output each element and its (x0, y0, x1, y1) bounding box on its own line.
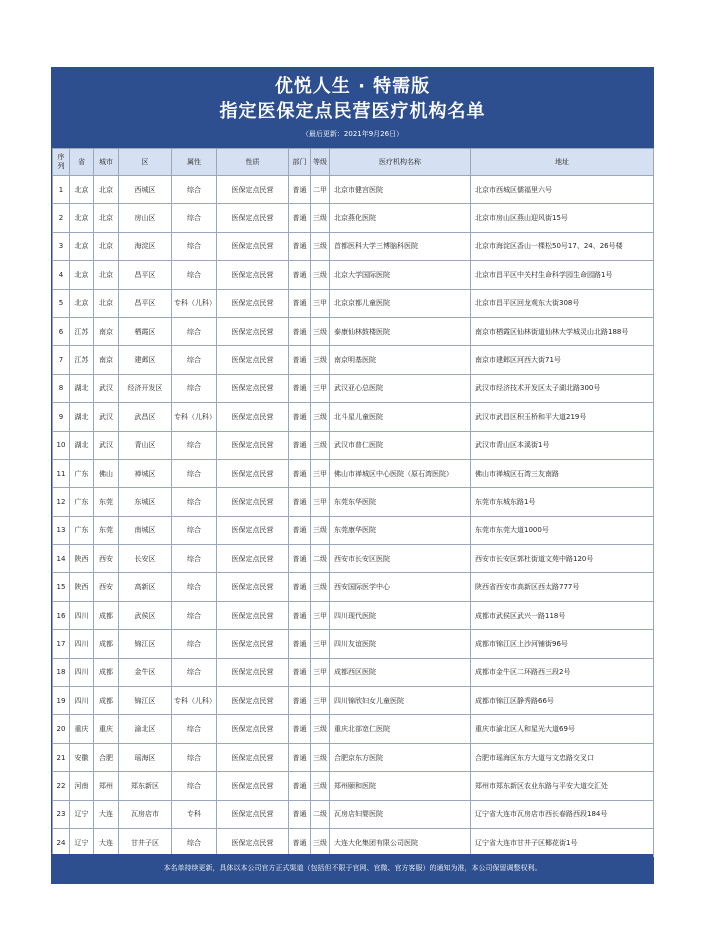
table-row (53, 346, 654, 374)
cell-hospital-name: 北京京都儿童医院 (330, 289, 471, 317)
cell-address: 南京市建邺区河西大街71号 (471, 346, 654, 374)
table-row (53, 658, 654, 686)
cell-province: 四川 (70, 601, 94, 629)
cell-hospital-name: 东莞康华医院 (330, 516, 471, 544)
cell-department: 普通 (289, 601, 311, 629)
cell-seq: 23 (53, 800, 70, 828)
cell-level: 三甲 (311, 658, 330, 686)
cell-address: 北京市海淀区香山一棵松50号17、24、26号楼 (471, 232, 654, 260)
cell-address: 北京市昌平区中关村生命科学园生命园路1号 (471, 261, 654, 289)
col-header-level: 等级 (311, 149, 330, 176)
cell-address: 重庆市渝北区人和星光大道69号 (471, 715, 654, 743)
hospital-list-sheet (51, 67, 654, 884)
cell-district: 锦江区 (119, 630, 172, 658)
cell-district: 锦江区 (119, 687, 172, 715)
cell-level: 二级 (311, 545, 330, 573)
cell-level: 三级 (311, 828, 330, 856)
cell-seq: 8 (53, 374, 70, 402)
cell-seq: 21 (53, 743, 70, 771)
cell-department: 普通 (289, 289, 311, 317)
cell-hospital-name: 瓦房店妇婴医院 (330, 800, 471, 828)
cell-hospital-name: 南京明基医院 (330, 346, 471, 374)
cell-hospital-name: 西安国际医学中心 (330, 573, 471, 601)
cell-attribute: 综合 (172, 261, 217, 289)
cell-hospital-name: 泰康仙林鼓楼医院 (330, 317, 471, 345)
cell-hospital-name: 东莞东华医院 (330, 488, 471, 516)
cell-department: 普通 (289, 800, 311, 828)
cell-province: 北京 (70, 261, 94, 289)
cell-province: 湖北 (70, 431, 94, 459)
cell-province: 重庆 (70, 715, 94, 743)
cell-nature: 医保定点民营 (217, 403, 289, 431)
cell-hospital-name: 北京市健宫医院 (330, 176, 471, 204)
cell-address: 成都市武侯区武兴一路118号 (471, 601, 654, 629)
cell-district: 昌平区 (119, 289, 172, 317)
cell-attribute: 综合 (172, 488, 217, 516)
table-row (53, 459, 654, 487)
cell-district: 青山区 (119, 431, 172, 459)
cell-city: 合肥 (94, 743, 119, 771)
cell-district: 昌平区 (119, 261, 172, 289)
cell-nature: 医保定点民营 (217, 715, 289, 743)
cell-district: 武侯区 (119, 601, 172, 629)
cell-level: 三甲 (311, 289, 330, 317)
table-row (53, 545, 654, 573)
cell-seq: 4 (53, 261, 70, 289)
cell-hospital-name: 成都西区医院 (330, 658, 471, 686)
table-row (53, 516, 654, 544)
cell-department: 普通 (289, 346, 311, 374)
cell-nature: 医保定点民营 (217, 573, 289, 601)
cell-hospital-name: 四川现代医院 (330, 601, 471, 629)
cell-nature: 医保定点民营 (217, 630, 289, 658)
cell-attribute: 综合 (172, 204, 217, 232)
cell-city: 佛山 (94, 459, 119, 487)
cell-address: 佛山市禅城区石湾三友南路 (471, 459, 654, 487)
cell-attribute: 专科（儿科） (172, 289, 217, 317)
cell-level: 三级 (311, 261, 330, 289)
cell-hospital-name: 大连大化集团有限公司医院 (330, 828, 471, 856)
cell-seq: 3 (53, 232, 70, 260)
cell-address: 南京市栖霞区仙林街道仙林大学城灵山北路188号 (471, 317, 654, 345)
cell-city: 东莞 (94, 488, 119, 516)
cell-province: 辽宁 (70, 800, 94, 828)
cell-address: 武汉市经济技术开发区太子湖北路300号 (471, 374, 654, 402)
cell-level: 三级 (311, 715, 330, 743)
cell-seq: 14 (53, 545, 70, 573)
cell-city: 南京 (94, 317, 119, 345)
cell-nature: 医保定点民营 (217, 459, 289, 487)
cell-seq: 9 (53, 403, 70, 431)
cell-department: 普通 (289, 403, 311, 431)
cell-nature: 医保定点民营 (217, 317, 289, 345)
cell-attribute: 综合 (172, 516, 217, 544)
cell-district: 瑶海区 (119, 743, 172, 771)
cell-level: 三级 (311, 516, 330, 544)
cell-department: 普通 (289, 573, 311, 601)
cell-province: 四川 (70, 687, 94, 715)
table-row (53, 715, 654, 743)
product-title: 优悦人生 · 特需版 (274, 76, 431, 97)
cell-city: 南京 (94, 346, 119, 374)
cell-address: 合肥市瑶海区东方大道与文忠路交叉口 (471, 743, 654, 771)
cell-city: 北京 (94, 232, 119, 260)
cell-city: 东莞 (94, 516, 119, 544)
cell-province: 安徽 (70, 743, 94, 771)
cell-hospital-name: 北京燕化医院 (330, 204, 471, 232)
table-header-row (53, 149, 654, 176)
cell-attribute: 综合 (172, 431, 217, 459)
cell-nature: 医保定点民营 (217, 516, 289, 544)
cell-district: 郑东新区 (119, 772, 172, 800)
table-row (53, 403, 654, 431)
cell-province: 陕西 (70, 573, 94, 601)
cell-address: 辽宁省大连市瓦房店市西长春路西段184号 (471, 800, 654, 828)
table-row (53, 204, 654, 232)
cell-seq: 1 (53, 176, 70, 204)
cell-seq: 18 (53, 658, 70, 686)
cell-department: 普通 (289, 715, 311, 743)
cell-attribute: 综合 (172, 317, 217, 345)
cell-attribute: 专科（儿科） (172, 687, 217, 715)
cell-nature: 医保定点民营 (217, 374, 289, 402)
cell-seq: 22 (53, 772, 70, 800)
cell-district: 经济开发区 (119, 374, 172, 402)
cell-city: 北京 (94, 204, 119, 232)
cell-level: 三级 (311, 403, 330, 431)
cell-seq: 16 (53, 601, 70, 629)
cell-attribute: 综合 (172, 658, 217, 686)
cell-address: 武汉市武昌区积玉桥和平大道219号 (471, 403, 654, 431)
cell-hospital-name: 武汉亚心总医院 (330, 374, 471, 402)
cell-province: 广东 (70, 516, 94, 544)
cell-attribute: 综合 (172, 176, 217, 204)
table-row (53, 261, 654, 289)
cell-department: 普通 (289, 488, 311, 516)
cell-province: 北京 (70, 232, 94, 260)
cell-level: 三级 (311, 346, 330, 374)
cell-district: 武昌区 (119, 403, 172, 431)
cell-province: 湖北 (70, 374, 94, 402)
cell-hospital-name: 重庆北部宽仁医院 (330, 715, 471, 743)
cell-department: 普通 (289, 374, 311, 402)
cell-level: 三甲 (311, 630, 330, 658)
cell-city: 大连 (94, 828, 119, 856)
cell-attribute: 专科（儿科） (172, 403, 217, 431)
cell-seq: 17 (53, 630, 70, 658)
cell-city: 重庆 (94, 715, 119, 743)
cell-nature: 医保定点民营 (217, 601, 289, 629)
cell-seq: 2 (53, 204, 70, 232)
cell-city: 西安 (94, 573, 119, 601)
cell-department: 普通 (289, 545, 311, 573)
cell-level: 三甲 (311, 374, 330, 402)
cell-department: 普通 (289, 630, 311, 658)
cell-seq: 19 (53, 687, 70, 715)
hospital-table (52, 148, 654, 857)
cell-address: 成都市锦江区静秀路66号 (471, 687, 654, 715)
cell-seq: 12 (53, 488, 70, 516)
cell-district: 金牛区 (119, 658, 172, 686)
cell-level: 三级 (311, 317, 330, 345)
last-updated: （最后更新：2021年9月26日） (301, 130, 404, 138)
cell-district: 栖霞区 (119, 317, 172, 345)
cell-city: 西安 (94, 545, 119, 573)
cell-nature: 医保定点民营 (217, 772, 289, 800)
col-header-department: 部门 (289, 149, 311, 176)
cell-hospital-name: 佛山市禅城区中心医院（原石湾医院） (330, 459, 471, 487)
col-header-seq: 序列 (53, 149, 70, 176)
cell-level: 三甲 (311, 687, 330, 715)
cell-address: 成都市金牛区二环路西三段2号 (471, 658, 654, 686)
cell-attribute: 专科 (172, 800, 217, 828)
cell-address: 北京市房山区燕山迎风街15号 (471, 204, 654, 232)
cell-department: 普通 (289, 176, 311, 204)
cell-city: 武汉 (94, 403, 119, 431)
cell-department: 普通 (289, 459, 311, 487)
cell-address: 北京市昌平区回龙观东大街308号 (471, 289, 654, 317)
cell-province: 广东 (70, 488, 94, 516)
cell-department: 普通 (289, 772, 311, 800)
cell-department: 普通 (289, 743, 311, 771)
cell-department: 普通 (289, 204, 311, 232)
cell-attribute: 综合 (172, 573, 217, 601)
cell-address: 东莞市东城东路1号 (471, 488, 654, 516)
cell-nature: 医保定点民营 (217, 176, 289, 204)
cell-attribute: 综合 (172, 545, 217, 573)
cell-hospital-name: 四川友谊医院 (330, 630, 471, 658)
table-row (53, 828, 654, 856)
cell-nature: 医保定点民营 (217, 800, 289, 828)
cell-address: 东莞市东莞大道1000号 (471, 516, 654, 544)
table-row (53, 431, 654, 459)
cell-hospital-name: 北京大学国际医院 (330, 261, 471, 289)
table-row (53, 800, 654, 828)
cell-seq: 6 (53, 317, 70, 345)
cell-district: 建邺区 (119, 346, 172, 374)
cell-nature: 医保定点民营 (217, 687, 289, 715)
table-row (53, 232, 654, 260)
cell-city: 北京 (94, 176, 119, 204)
cell-nature: 医保定点民营 (217, 204, 289, 232)
cell-attribute: 综合 (172, 715, 217, 743)
cell-nature: 医保定点民营 (217, 232, 289, 260)
cell-nature: 医保定点民营 (217, 743, 289, 771)
cell-city: 武汉 (94, 431, 119, 459)
cell-department: 普通 (289, 687, 311, 715)
cell-level: 三甲 (311, 601, 330, 629)
cell-seq: 20 (53, 715, 70, 743)
cell-seq: 5 (53, 289, 70, 317)
cell-address: 郑州市郑东新区农业东路与平安大道交汇处 (471, 772, 654, 800)
cell-city: 成都 (94, 687, 119, 715)
table-row (53, 289, 654, 317)
cell-province: 河南 (70, 772, 94, 800)
table-row (53, 176, 654, 204)
cell-province: 陕西 (70, 545, 94, 573)
cell-address: 北京市西城区儒福里六号 (471, 176, 654, 204)
cell-department: 普通 (289, 828, 311, 856)
cell-district: 海淀区 (119, 232, 172, 260)
cell-city: 北京 (94, 289, 119, 317)
cell-level: 二级 (311, 800, 330, 828)
cell-level: 三级 (311, 772, 330, 800)
col-header-district: 区 (119, 149, 172, 176)
cell-province: 广东 (70, 459, 94, 487)
cell-city: 北京 (94, 261, 119, 289)
cell-level: 三甲 (311, 488, 330, 516)
cell-hospital-name: 四川锦欣妇女儿童医院 (330, 687, 471, 715)
cell-district: 东城区 (119, 488, 172, 516)
cell-city: 大连 (94, 800, 119, 828)
cell-hospital-name: 合肥京东方医院 (330, 743, 471, 771)
cell-department: 普通 (289, 232, 311, 260)
cell-attribute: 综合 (172, 374, 217, 402)
cell-hospital-name: 首都医科大学三博脑科医院 (330, 232, 471, 260)
cell-province: 四川 (70, 658, 94, 686)
cell-level: 三级 (311, 204, 330, 232)
cell-level: 三级 (311, 743, 330, 771)
table-row (53, 601, 654, 629)
cell-attribute: 综合 (172, 630, 217, 658)
cell-district: 瓦房店市 (119, 800, 172, 828)
cell-seq: 24 (53, 828, 70, 856)
cell-province: 北京 (70, 176, 94, 204)
cell-province: 四川 (70, 630, 94, 658)
cell-district: 渝北区 (119, 715, 172, 743)
cell-level: 三级 (311, 431, 330, 459)
cell-address: 辽宁省大连市甘井子区椰花街1号 (471, 828, 654, 856)
cell-district: 甘井子区 (119, 828, 172, 856)
cell-district: 南城区 (119, 516, 172, 544)
cell-city: 武汉 (94, 374, 119, 402)
cell-address: 西安市长安区郭杜街道文苑中路120号 (471, 545, 654, 573)
cell-hospital-name: 西安市长安区医院 (330, 545, 471, 573)
cell-department: 普通 (289, 261, 311, 289)
cell-province: 湖北 (70, 403, 94, 431)
cell-seq: 15 (53, 573, 70, 601)
col-header-province: 省 (70, 149, 94, 176)
cell-seq: 10 (53, 431, 70, 459)
cell-nature: 医保定点民营 (217, 346, 289, 374)
cell-hospital-name: 北斗星儿童医院 (330, 403, 471, 431)
cell-address: 陕西省西安市高新区西太路777号 (471, 573, 654, 601)
col-header-nature: 性质 (217, 149, 289, 176)
cell-address: 成都市锦江区上沙河铺街96号 (471, 630, 654, 658)
cell-nature: 医保定点民营 (217, 431, 289, 459)
cell-level: 三级 (311, 232, 330, 260)
cell-nature: 医保定点民营 (217, 545, 289, 573)
col-header-address: 地址 (471, 149, 654, 176)
cell-hospital-name: 郑州颐和医院 (330, 772, 471, 800)
cell-department: 普通 (289, 516, 311, 544)
table-row (53, 488, 654, 516)
cell-city: 郑州 (94, 772, 119, 800)
cell-city: 成都 (94, 630, 119, 658)
cell-nature: 医保定点民营 (217, 488, 289, 516)
cell-district: 禅城区 (119, 459, 172, 487)
footer-note: 本名单持续更新，具体以本公司官方正式渠道（包括但不限于官网、官微、官方客服）的通知为准，本公司保留调整权利。 (52, 854, 653, 883)
cell-province: 北京 (70, 289, 94, 317)
cell-hospital-name: 武汉市普仁医院 (330, 431, 471, 459)
list-title: 指定医保定点民营医疗机构名单 (219, 101, 486, 122)
cell-attribute: 综合 (172, 772, 217, 800)
cell-attribute: 综合 (172, 232, 217, 260)
cell-city: 成都 (94, 658, 119, 686)
cell-level: 三甲 (311, 459, 330, 487)
table-row (53, 573, 654, 601)
cell-attribute: 综合 (172, 601, 217, 629)
col-header-hospital-name: 医疗机构名称 (330, 149, 471, 176)
cell-attribute: 综合 (172, 346, 217, 374)
cell-province: 江苏 (70, 317, 94, 345)
table-row (53, 374, 654, 402)
cell-city: 成都 (94, 601, 119, 629)
cell-attribute: 综合 (172, 459, 217, 487)
cell-seq: 13 (53, 516, 70, 544)
cell-province: 江苏 (70, 346, 94, 374)
cell-attribute: 综合 (172, 828, 217, 856)
table-row (53, 317, 654, 345)
cell-department: 普通 (289, 431, 311, 459)
table-row (53, 743, 654, 771)
cell-district: 长安区 (119, 545, 172, 573)
table-row (53, 772, 654, 800)
cell-province: 辽宁 (70, 828, 94, 856)
cell-department: 普通 (289, 317, 311, 345)
cell-province: 北京 (70, 204, 94, 232)
cell-level: 二甲 (311, 176, 330, 204)
cell-seq: 11 (53, 459, 70, 487)
cell-district: 西城区 (119, 176, 172, 204)
cell-nature: 医保定点民营 (217, 658, 289, 686)
cell-nature: 医保定点民营 (217, 261, 289, 289)
col-header-city: 城市 (94, 149, 119, 176)
cell-attribute: 综合 (172, 743, 217, 771)
cell-district: 房山区 (119, 204, 172, 232)
cell-seq: 7 (53, 346, 70, 374)
col-header-attribute: 属性 (172, 149, 217, 176)
cell-address: 武汉市青山区本溪街1号 (471, 431, 654, 459)
table-row (53, 630, 654, 658)
cell-level: 三级 (311, 573, 330, 601)
cell-department: 普通 (289, 658, 311, 686)
title-banner (52, 68, 653, 148)
table-row (53, 687, 654, 715)
cell-district: 高新区 (119, 573, 172, 601)
cell-nature: 医保定点民营 (217, 289, 289, 317)
cell-nature: 医保定点民营 (217, 828, 289, 856)
